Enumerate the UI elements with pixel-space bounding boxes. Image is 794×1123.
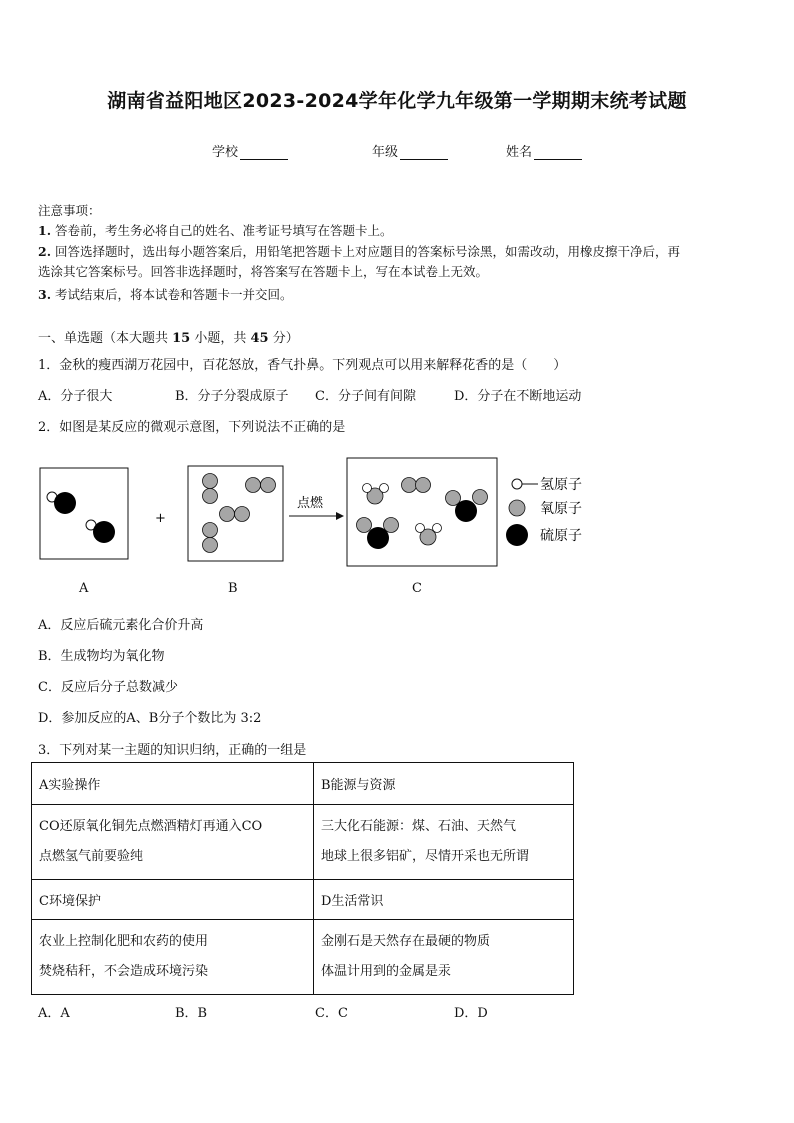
cell-c-body bbox=[32, 920, 314, 995]
section-heading bbox=[38, 327, 299, 346]
legend-hydrogen: 氢原子 bbox=[540, 477, 582, 493]
notice-num: 2. bbox=[38, 244, 52, 259]
school-label: 学校 bbox=[212, 145, 239, 160]
section-prefix: 一、单选题（本大题共 bbox=[38, 331, 173, 346]
q3-option-d[interactable]: D．D bbox=[454, 1006, 488, 1021]
molecule-so2 bbox=[357, 518, 399, 550]
sulfur-atom bbox=[93, 521, 115, 543]
oxygen-atom bbox=[203, 489, 218, 504]
name-field bbox=[506, 141, 582, 160]
legend-oxygen: 氧原子 bbox=[540, 501, 582, 517]
oxygen-atom bbox=[246, 478, 261, 493]
section-score: 45 bbox=[250, 331, 269, 346]
oxygen-atom bbox=[220, 507, 235, 522]
q1-option-b[interactable]: B．分子分裂成原子 bbox=[175, 389, 289, 404]
grade-label: 年级 bbox=[372, 145, 399, 160]
q2-stem: 2．如图是某反应的微观示意图，下列说法不正确的是 bbox=[38, 420, 346, 435]
notice-item-3 bbox=[38, 285, 293, 305]
cell-line: 点燃氢气前要验纯 bbox=[39, 849, 144, 864]
notice-text: 考试结束后，将本试卷和答题卡一并交回。 bbox=[55, 287, 293, 302]
notice-item-2 bbox=[38, 242, 680, 262]
notice-num: 1. bbox=[38, 223, 52, 238]
arrow-label: 点燃 bbox=[297, 496, 324, 511]
knowledge-table bbox=[31, 762, 574, 995]
name-blank[interactable] bbox=[534, 147, 582, 160]
legend-oxygen-icon bbox=[509, 500, 525, 516]
q1-option-a[interactable]: A．分子很大 bbox=[38, 389, 113, 404]
arrow-head-icon bbox=[336, 512, 344, 520]
oxygen-atom bbox=[203, 538, 218, 553]
cell-line: 金刚石是天然存在最硬的物质 bbox=[321, 934, 491, 949]
school-blank[interactable] bbox=[240, 147, 288, 160]
molecule-o2 bbox=[402, 478, 431, 493]
cell-line: 农业上控制化肥和农药的使用 bbox=[39, 934, 209, 949]
grade-field bbox=[372, 141, 448, 160]
q2-option-a[interactable]: A．反应后硫元素化合价升高 bbox=[38, 618, 204, 633]
q3-option-a[interactable]: A．A bbox=[38, 1006, 70, 1021]
section-suffix: 分） bbox=[268, 331, 299, 346]
name-label: 姓名 bbox=[506, 145, 533, 160]
oxygen-atom bbox=[203, 523, 218, 538]
molecule-h2o bbox=[416, 524, 442, 546]
cell-line: 焚烧秸秆，不会造成环境污染 bbox=[39, 964, 209, 979]
q3-option-b[interactable]: B．B bbox=[175, 1006, 208, 1021]
molecule-h2s bbox=[86, 520, 115, 543]
school-field bbox=[212, 141, 288, 160]
box-a bbox=[40, 468, 128, 559]
cell-b-body bbox=[314, 805, 574, 880]
q2-option-d[interactable]: D．参加反应的A、B分子个数比为 3:2 bbox=[38, 711, 262, 726]
cell-a-head: A实验操作 bbox=[32, 763, 314, 805]
legend-sulfur: 硫原子 bbox=[540, 528, 582, 544]
q1-stem: 1．金秋的瘦西湖万花园中，百花怒放，香气扑鼻。下列观点可以用来解释花香的是（ ） bbox=[38, 358, 567, 373]
reaction-diagram bbox=[0, 450, 794, 580]
cell-b-head: B能源与资源 bbox=[314, 763, 574, 805]
figure-label-a: A bbox=[79, 581, 89, 596]
notice-num: 3. bbox=[38, 287, 52, 302]
oxygen-atom bbox=[261, 478, 276, 493]
oxygen-atom bbox=[203, 474, 218, 489]
q2-option-b[interactable]: B．生成物均为氧化物 bbox=[38, 649, 165, 664]
cell-line: CO还原氧化铜先点燃酒精灯再通入CO bbox=[39, 819, 263, 834]
molecule-h2o bbox=[363, 484, 389, 505]
notice-text: 回答选择题时，选出每小题答案后，用铅笔把答题卡上对应题目的答案标号涂黑，如需改动，用橡皮擦干净后，再 bbox=[55, 244, 681, 259]
q1-option-d[interactable]: D．分子在不断地运动 bbox=[454, 389, 582, 404]
legend bbox=[506, 477, 582, 546]
notice-item-2-cont: 选涂其它答案标号。回答非选择题时，将答案写在答题卡上，写在本试卷上无效。 bbox=[38, 264, 489, 279]
grade-blank[interactable] bbox=[400, 147, 448, 160]
sulfur-atom bbox=[54, 492, 76, 514]
oxygen-atom bbox=[235, 507, 250, 522]
page-title: 湖南省益阳地区2023-2024学年化学九年级第一学期期末统考试题 bbox=[107, 90, 687, 112]
molecule-h2s bbox=[47, 492, 76, 514]
cell-c-head: C环境保护 bbox=[32, 880, 314, 920]
q3-option-c[interactable]: C．C bbox=[315, 1006, 348, 1021]
cell-line: 地球上很多铝矿，尽情开采也无所谓 bbox=[321, 849, 530, 864]
legend-hydrogen-icon bbox=[512, 479, 522, 489]
section-mid: 小题，共 bbox=[190, 331, 251, 346]
cell-line: 三大化石能源：煤、石油、天然气 bbox=[321, 819, 517, 834]
cell-d-body bbox=[314, 920, 574, 995]
notice-heading: 注意事项： bbox=[38, 203, 101, 218]
q1-option-c[interactable]: C．分子间有间隙 bbox=[315, 389, 416, 404]
cell-line: 体温计用到的金属是汞 bbox=[321, 964, 452, 979]
cell-d-head: D生活常识 bbox=[314, 880, 574, 920]
cell-a-body bbox=[32, 805, 314, 880]
molecule-so2 bbox=[446, 490, 488, 523]
figure-label-c: C bbox=[412, 581, 422, 596]
legend-sulfur-icon bbox=[506, 524, 528, 546]
q3-stem: 3．下列对某一主题的知识归纳，正确的一组是 bbox=[38, 743, 307, 758]
notice-text: 答卷前，考生务必将自己的姓名、准考证号填写在答题卡上。 bbox=[55, 223, 393, 238]
section-count: 15 bbox=[172, 331, 191, 346]
q2-option-c[interactable]: C．反应后分子总数减少 bbox=[38, 680, 178, 695]
figure-label-b: B bbox=[228, 581, 238, 596]
plus-sign: + bbox=[155, 511, 166, 526]
notice-item-1 bbox=[38, 221, 393, 241]
